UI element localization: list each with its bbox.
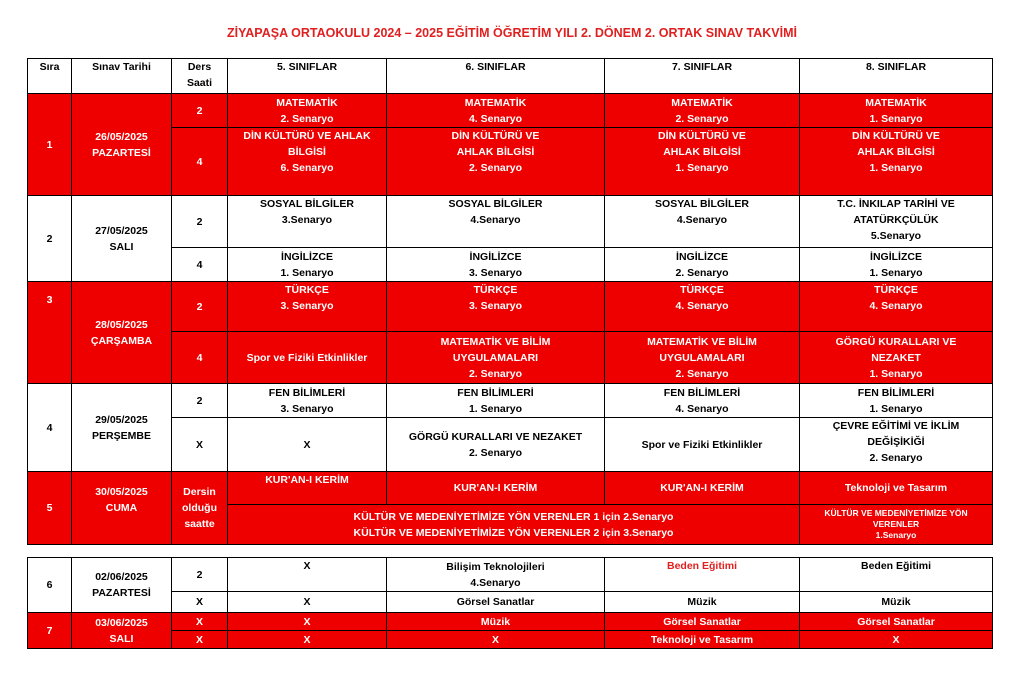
lesson-hour: 4 <box>172 332 228 384</box>
exam-cell: T.C. İNKILAP TARİHİ VE ATATÜRKÇÜLÜK 5.Senaryo <box>800 196 993 248</box>
exam-cell: X <box>800 631 993 649</box>
exam-schedule-table-2 <box>27 557 993 649</box>
table-row <box>28 558 993 592</box>
exam-schedule-table <box>27 58 993 545</box>
exam-cell: Görsel Sanatlar <box>387 592 605 613</box>
exam-cell: İNGİLİZCE 1. Senaryo <box>228 248 387 282</box>
exam-cell-merged: KÜLTÜR VE MEDENİYETİMİZE YÖN VERENLER 1 için 2.Senaryo KÜLTÜR VE MEDENİYETİMİZE YÖN VERENLER 2 için 3.Senaryo <box>228 505 800 545</box>
header-7: 7. SINIFLAR <box>605 59 800 94</box>
exam-cell: KÜLTÜR VE MEDENİYETİMİZE YÖN VERENLER 1.Senaryo <box>800 505 993 545</box>
exam-cell: İNGİLİZCE 3. Senaryo <box>387 248 605 282</box>
table-row <box>28 282 993 332</box>
header-5: 5. SINIFLAR <box>228 59 387 94</box>
exam-cell: DİN KÜLTÜRÜ VE AHLAK BİLGİSİ 2. Senaryo <box>387 128 605 196</box>
lesson-hour: Dersin olduğu saatte <box>172 472 228 545</box>
header-ders-saati: Ders Saati <box>172 59 228 94</box>
row-number: 4 <box>28 384 72 472</box>
header-8: 8. SINIFLAR <box>800 59 993 94</box>
table-row <box>28 94 993 128</box>
page-title: ZİYAPAŞA ORTAOKULU 2024 – 2025 EĞİTİM ÖĞRETİM YILI 2. DÖNEM 2. ORTAK SINAV TAKVİMİ <box>226 26 797 40</box>
row-number: 3 <box>28 282 72 384</box>
lesson-hour: 2 <box>172 558 228 592</box>
exam-date: 30/05/2025 CUMA <box>72 472 172 545</box>
exam-cell: X <box>387 631 605 649</box>
exam-cell: DİN KÜLTÜRÜ VE AHLAK BİLGİSİ 1. Senaryo <box>800 128 993 196</box>
lesson-hour: X <box>172 418 228 472</box>
table-row <box>28 384 993 418</box>
exam-cell: TÜRKÇE 3. Senaryo <box>387 282 605 332</box>
exam-cell: Müzik <box>387 613 605 631</box>
table-row <box>28 592 993 613</box>
row-number: 1 <box>28 94 72 196</box>
row-number: 5 <box>28 472 72 545</box>
lesson-hour: X <box>172 592 228 613</box>
lesson-hour: X <box>172 613 228 631</box>
header-tarih: Sınav Tarihi <box>72 59 172 94</box>
table-row <box>28 196 993 248</box>
exam-cell: MATEMATİK 4. Senaryo <box>387 94 605 128</box>
exam-cell: ÇEVRE EĞİTİMİ VE İKLİM DEĞİŞİKİĞİ 2. Senaryo <box>800 418 993 472</box>
table-row <box>28 128 993 196</box>
exam-cell: İNGİLİZCE 1. Senaryo <box>800 248 993 282</box>
exam-cell: SOSYAL BİLGİLER 3.Senaryo <box>228 196 387 248</box>
exam-cell: MATEMATİK VE BİLİM UYGULAMALARI 2. Senaryo <box>387 332 605 384</box>
exam-cell: X <box>228 613 387 631</box>
exam-cell: FEN BİLİMLERİ 4. Senaryo <box>605 384 800 418</box>
exam-date: 26/05/2025 PAZARTESİ <box>72 94 172 196</box>
exam-cell: MATEMATİK VE BİLİM UYGULAMALARI 2. Senaryo <box>605 332 800 384</box>
table-row <box>28 248 993 282</box>
row-number: 2 <box>28 196 72 282</box>
lesson-hour: 2 <box>172 94 228 128</box>
exam-cell: DİN KÜLTÜRÜ VE AHLAK BİLGİSİ 6. Senaryo <box>228 128 387 196</box>
exam-cell: Görsel Sanatlar <box>800 613 993 631</box>
exam-cell: TÜRKÇE 4. Senaryo <box>605 282 800 332</box>
header-sira: Sıra <box>28 59 72 94</box>
exam-cell: GÖRGÜ KURALLARI VE NEZAKET 1. Senaryo <box>800 332 993 384</box>
exam-cell: SOSYAL BİLGİLER 4.Senaryo <box>387 196 605 248</box>
exam-cell: MATEMATİK 2. Senaryo <box>228 94 387 128</box>
exam-cell: Müzik <box>605 592 800 613</box>
exam-cell: Beden Eğitimi <box>800 558 993 592</box>
exam-cell: X <box>228 631 387 649</box>
exam-cell: FEN BİLİMLERİ 3. Senaryo <box>228 384 387 418</box>
exam-cell: GÖRGÜ KURALLARI VE NEZAKET 2. Senaryo <box>387 418 605 472</box>
exam-cell: TÜRKÇE 3. Senaryo <box>228 282 387 332</box>
header-row <box>28 59 993 94</box>
table-row <box>28 418 993 472</box>
header-6: 6. SINIFLAR <box>387 59 605 94</box>
lesson-hour: 2 <box>172 384 228 418</box>
exam-cell: İNGİLİZCE 2. Senaryo <box>605 248 800 282</box>
exam-cell: KUR'AN-I KERİM <box>228 472 387 505</box>
lesson-hour: X <box>172 631 228 649</box>
exam-cell: Teknoloji ve Tasarım <box>800 472 993 505</box>
lesson-hour: 4 <box>172 128 228 196</box>
exam-cell: KUR'AN-I KERİM <box>605 472 800 505</box>
exam-cell: Müzik <box>800 592 993 613</box>
lesson-hour: 4 <box>172 248 228 282</box>
exam-date: 03/06/2025 SALI <box>72 613 172 649</box>
exam-cell: Teknoloji ve Tasarım <box>605 631 800 649</box>
exam-cell: TÜRKÇE 4. Senaryo <box>800 282 993 332</box>
table-row <box>28 631 993 649</box>
exam-cell: FEN BİLİMLERİ 1. Senaryo <box>800 384 993 418</box>
lesson-hour: 2 <box>172 282 228 332</box>
exam-cell: SOSYAL BİLGİLER 4.Senaryo <box>605 196 800 248</box>
exam-cell: X <box>228 418 387 472</box>
table-row <box>28 472 993 505</box>
exam-cell: Spor ve Fiziki Etkinlikler <box>228 332 387 384</box>
exam-cell: Beden Eğitimi <box>605 558 800 592</box>
row-number: 7 <box>28 613 72 649</box>
exam-cell: KUR'AN-I KERİM <box>387 472 605 505</box>
exam-cell: Spor ve Fiziki Etkinlikler <box>605 418 800 472</box>
lesson-hour: 2 <box>172 196 228 248</box>
exam-date: 02/06/2025 PAZARTESİ <box>72 558 172 613</box>
exam-cell: DİN KÜLTÜRÜ VE AHLAK BİLGİSİ 1. Senaryo <box>605 128 800 196</box>
row-number: 6 <box>28 558 72 613</box>
exam-date: 28/05/2025 ÇARŞAMBA <box>72 282 172 384</box>
exam-cell: X <box>228 592 387 613</box>
exam-cell: FEN BİLİMLERİ 1. Senaryo <box>387 384 605 418</box>
exam-cell: MATEMATİK 2. Senaryo <box>605 94 800 128</box>
exam-cell: Görsel Sanatlar <box>605 613 800 631</box>
exam-cell: MATEMATİK 1. Senaryo <box>800 94 993 128</box>
table-row <box>28 613 993 631</box>
exam-cell: Bilişim Teknolojileri 4.Senaryo <box>387 558 605 592</box>
table-row <box>28 332 993 384</box>
exam-date: 27/05/2025 SALI <box>72 196 172 282</box>
exam-date: 29/05/2025 PERŞEMBE <box>72 384 172 472</box>
exam-cell: X <box>228 558 387 592</box>
